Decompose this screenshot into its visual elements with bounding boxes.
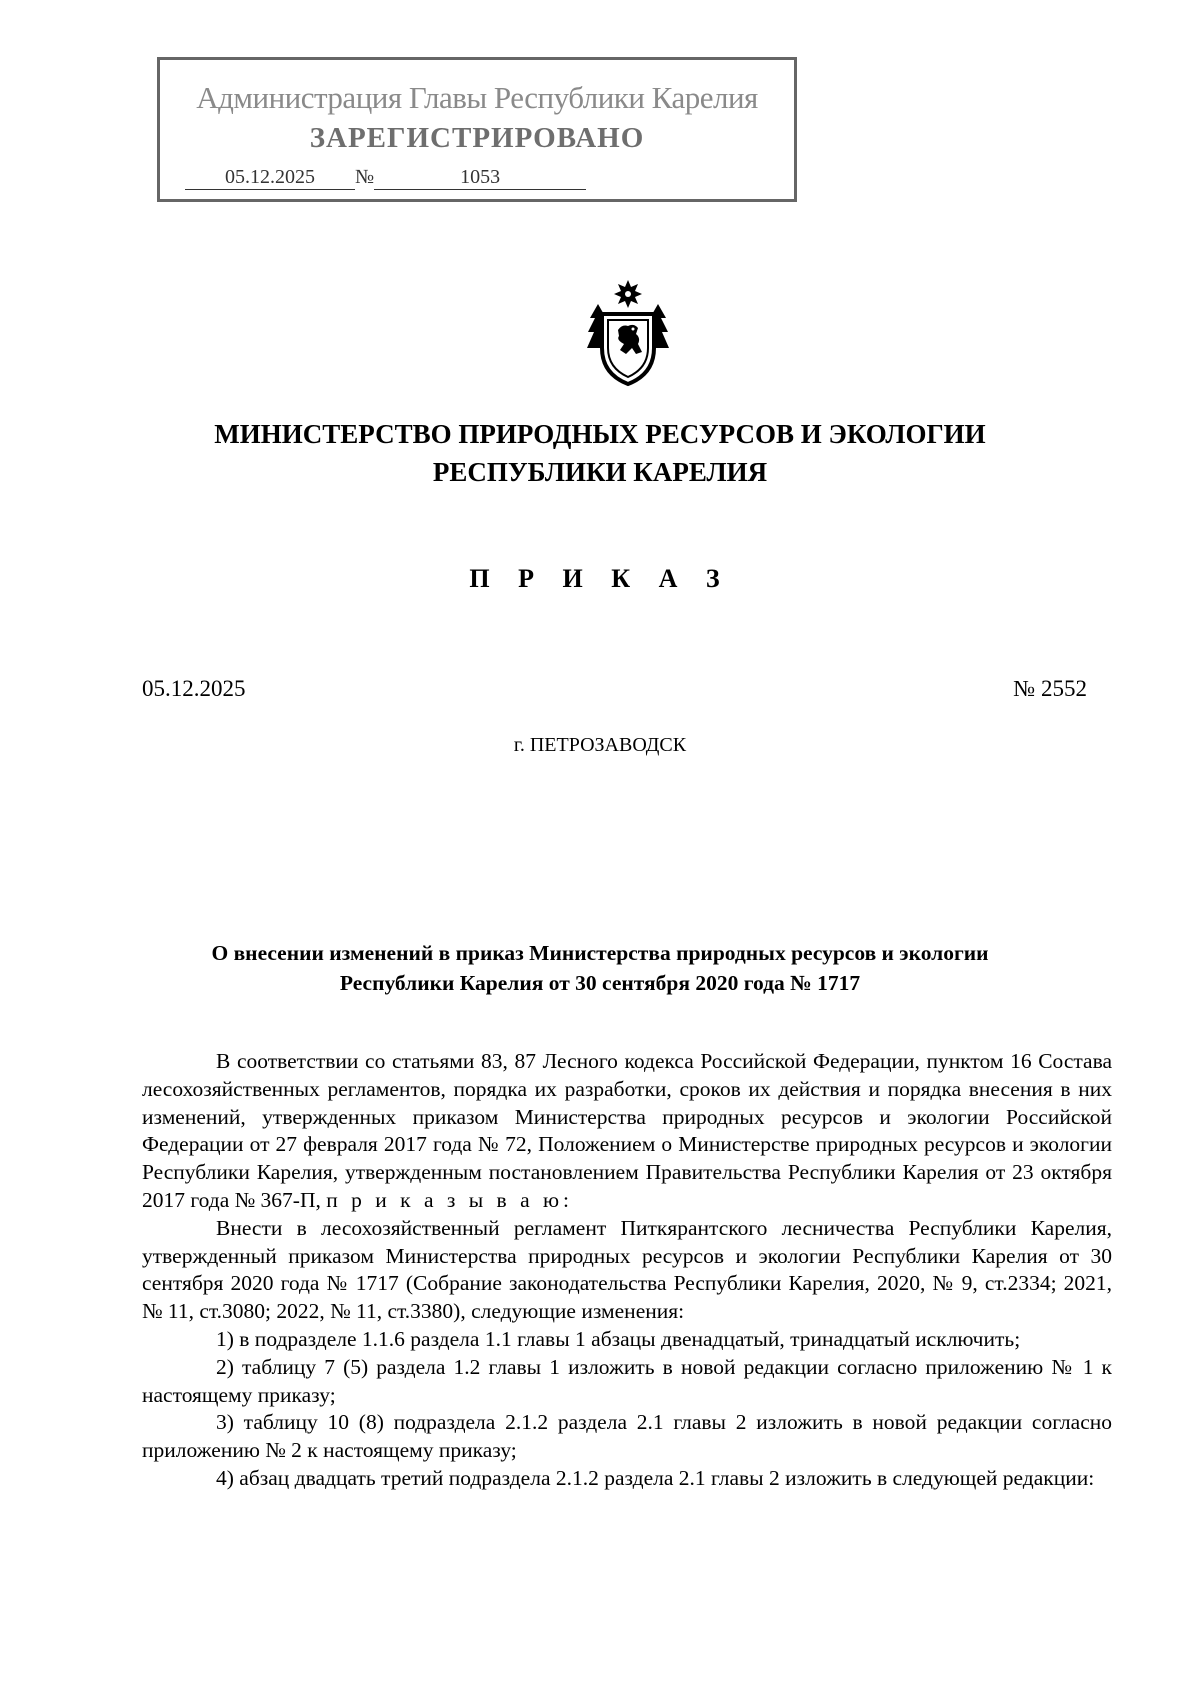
stamp-number: 1053 — [374, 165, 586, 190]
stamp-registration-line — [185, 165, 586, 190]
order-word: п р и к а з ы в а ю: — [326, 1187, 574, 1212]
list-item: 1) в подразделе 1.1.6 раздела 1.1 главы 1 абзацы двенадцатый, тринадцатый исключить; — [216, 1326, 1021, 1351]
order-body — [142, 1048, 1112, 1493]
subject-line1: О внесении изменений в приказ Министерства природных ресурсов и экологии — [211, 941, 989, 965]
karelia-coat-of-arms-icon — [586, 278, 670, 388]
list-item: 4) абзац двадцать третий подраздела 2.1.2 раздела 2.1 главы 2 изложить в следующей редакции: — [216, 1465, 1095, 1490]
document-type: П Р И К А З — [469, 564, 731, 593]
preamble-paragraph — [142, 1048, 1112, 1215]
order-city: г. ПЕТРОЗАВОДСК — [513, 734, 687, 756]
ministry-name-line1: МИНИСТЕРСТВО ПРИРОДНЫХ РЕСУРСОВ И ЭКОЛОГИИ — [214, 419, 986, 449]
order-date: 05.12.2025 — [142, 676, 246, 701]
order-subject — [130, 938, 1070, 998]
ministry-name — [0, 415, 1200, 491]
order-number: № 2552 — [1013, 676, 1087, 701]
subject-line2: Республики Карелия от 30 сентября 2020 года № 1717 — [339, 971, 861, 995]
stamp-organization: Администрация Главы Республики Карелия — [196, 80, 758, 115]
list-item: 2) таблицу 7 (5) раздела 1.2 главы 1 изложить в новой редакции согласно приложению № 1 к настоящему приказу; — [142, 1354, 1112, 1407]
ministry-name-line2: РЕСПУБЛИКИ КАРЕЛИЯ — [432, 457, 768, 487]
stamp-status: ЗАРЕГИСТРИРОВАНО — [309, 122, 645, 154]
preamble-text: В соответствии со статьями 83, 87 Лесного кодекса Российской Федерации, пунктом 16 Состава лесохозяйственных регламентов, порядка их разработки, сроков их действия и порядка внесения в них изменений, утвержденных приказом Министерства природных ресурсов и экологии Российской Федерации от 27 февраля 2017 года № 72, Положением о Министерстве природных ресурсов и экологии Республики Карелия, утвержденным постановлением Правительства Республики Карелия от 23 октября 2017 года № 367-П, — [142, 1049, 1112, 1212]
stamp-date: 05.12.2025 — [185, 165, 355, 190]
intro-paragraph: Внести в лесохозяйственный регламент Питкярантского лесничества Республики Карелия, утвержденный приказом Министерства природных ресурсов и экологии Республики Карелия от 30 сентября 2020 года № 1717 (Собрание законодательства Республики Карелия, 2020, № 9, ст.2334; 2021, № 11, ст.3080; 2022, № 11, ст.3380), следующие изменения: — [142, 1215, 1112, 1324]
stamp-number-sign: № — [355, 166, 375, 188]
registration-stamp — [157, 57, 797, 202]
list-item: 3) таблицу 10 (8) подраздела 2.1.2 раздела 2.1 главы 2 изложить в новой редакции согласно приложению № 2 к настоящему приказу; — [142, 1410, 1112, 1463]
